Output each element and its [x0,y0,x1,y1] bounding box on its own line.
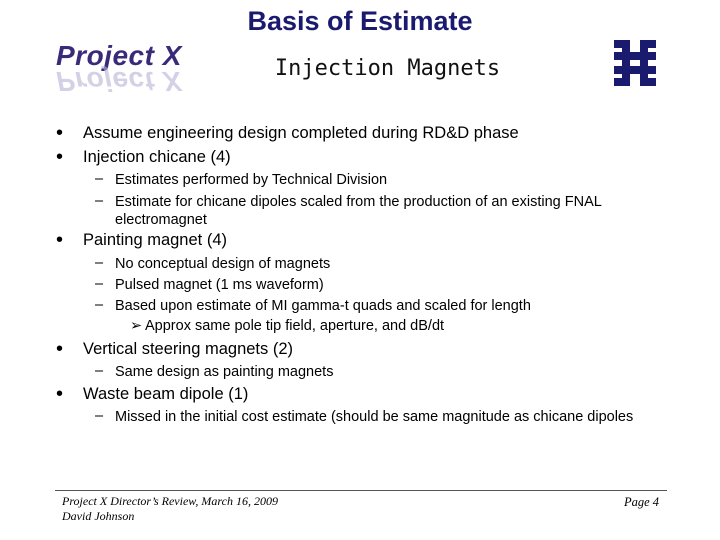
footer-line1: Project X Director’s Review, March 16, 2009 [62,494,278,508]
arrow-bullet-icon: ➢ [130,318,143,334]
bullet-dot: • [56,383,64,405]
bullet-dot: • [56,146,64,168]
footer-line2: David Johnson [62,509,135,523]
bullet-text: Vertical steering magnets (2) [83,340,294,358]
footer-divider [55,490,667,491]
footer-credit [62,494,278,524]
bullet-dot: • [56,229,64,251]
project-x-logo [56,40,186,96]
bullet-text: Waste beam dipole (1) [83,385,249,403]
logo-reflection: Project X [56,66,182,97]
page-number: Page 4 [624,495,660,509]
bullet-dot: • [56,338,64,360]
bullet-dot: • [56,122,64,144]
bullet-text: Injection chicane (4) [83,148,231,166]
bullet-text: Assume engineering design completed during RD&D phase [83,124,519,142]
fermilab-logo-icon [612,38,658,88]
logo-text: Project X [56,40,182,71]
slide-title: Basis of Estimate [247,6,473,36]
slide-subtitle: Injection Magnets [274,56,501,81]
bullet-text: Painting magnet (4) [83,231,227,249]
